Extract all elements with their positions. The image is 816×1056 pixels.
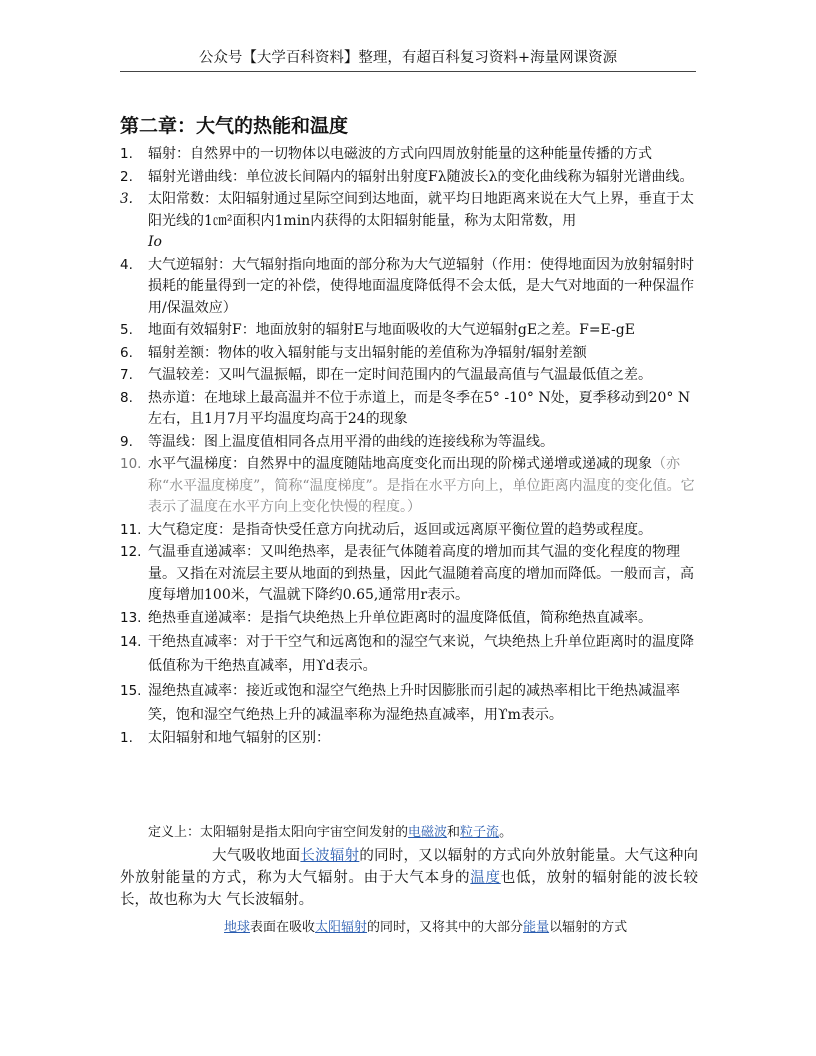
- item-text: 太阳常数：太阳辐射通过星际空间到达地面，就平均日地距离来说在大气上界，垂直于太阳光线的1㎝²面积内1min内获得的太阳辐射能量，称为太阳常数，用: [148, 191, 694, 229]
- item-number: 1.: [120, 730, 133, 746]
- list-item: [120, 679, 698, 727]
- list-item: [120, 630, 698, 678]
- item-number: 8.: [120, 389, 133, 406]
- item-number: 4.: [120, 256, 133, 273]
- earth-radiation-paragraph: [120, 917, 698, 939]
- link-temperature[interactable]: 温度: [470, 870, 501, 886]
- item-text: 气温垂直递减率：又叫绝热率，是表征气体随着高度的增加而其气温的变化程度的物理量。又指在对流层主要从地面的到热量，因此气温随着高度的增加而降低。一般而言，高度每增加100米，气温就下降约0.65,通常用r表示。: [148, 544, 694, 603]
- item-number: 14.: [120, 634, 142, 650]
- list-item: [120, 365, 698, 387]
- item-text: 绝热垂直递减率：是指气块绝热上升单位距离时的温度降低值，简称绝热直减率。: [148, 609, 652, 626]
- definition-list: [120, 144, 698, 751]
- item-text: 地面有效辐射F：地面放射的辐射E与地面吸收的大气逆辐射gE之差。F=E-gE: [148, 322, 635, 338]
- item-number: 11.: [120, 521, 142, 538]
- list-item: [120, 255, 698, 320]
- item-text: 辐射光谱曲线：单位波长间隔内的辐射出射度Fλ随波长λ的变化曲线称为辐射光谱曲线。: [148, 168, 694, 185]
- para-text: 的同时，又将其中的大部分: [367, 920, 524, 935]
- item-text: 干绝热直减率：对于干空气和远离饱和的湿空气来说，气块绝热上升单位距离时的温度降低值称为干绝热直减率，用ϒd表示。: [148, 634, 694, 674]
- item-note: （亦称“水平温度梯度”，简称“温度梯度”。是指在水平方向上，单位距离内温度的变化值。它表示了温度在水平方向上变化快慢的程度。）: [148, 456, 695, 515]
- item-text: 等温线：图上温度值相同各点用平滑的曲线的连接线称为等温线。: [148, 433, 554, 450]
- item-number: 10.: [120, 456, 142, 472]
- link-particle-stream[interactable]: 粒子流: [460, 825, 500, 840]
- item-text: 大气稳定度：是指奇快受任意方向扰动后，返回或远离原平衡位置的趋势或程度。: [148, 521, 652, 538]
- link-energy[interactable]: 能量: [523, 920, 550, 935]
- item-number: 9.: [120, 433, 133, 450]
- item-number: 1.: [120, 146, 133, 162]
- item-number: 7.: [120, 367, 133, 383]
- list-item: [120, 728, 698, 750]
- list-item: [120, 388, 698, 431]
- definition-suffix: 。: [499, 825, 513, 840]
- list-item: [120, 189, 698, 254]
- definition-prefix: 定义上：太阳辐射是指太阳向宇宙空间发射的: [148, 825, 409, 840]
- link-electromagnetic-wave[interactable]: 电磁波: [408, 825, 448, 840]
- item-number: 3.: [120, 191, 133, 207]
- list-item: [120, 320, 698, 342]
- chapter-title: 第二章：大气的热能和温度: [120, 115, 349, 137]
- list-item: [120, 167, 698, 189]
- definition-mid: 和: [447, 825, 461, 840]
- item-number: 13.: [120, 609, 142, 626]
- item-number: 5.: [120, 322, 133, 338]
- item-number: 15.: [120, 683, 142, 699]
- link-earth[interactable]: 地球: [224, 920, 251, 935]
- para-text: 表面在吸收: [250, 920, 316, 935]
- link-solar-radiation[interactable]: 太阳辐射: [315, 920, 368, 935]
- para-text: 大气吸收地面: [212, 848, 301, 864]
- list-item: [120, 608, 698, 630]
- item-text: 湿绝热直减率：接近或饱和湿空气绝热上升时因膨胀而引起的减热率相比干绝热减温率笑，饱和湿空气绝热上升的减温率称为湿绝热直减率，用ϒm表示。: [148, 683, 680, 723]
- item-text: 水平气温梯度：自然界中的温度随陆地高度变化而出现的阶梯式递增或递减的现象: [148, 456, 652, 472]
- atmospheric-radiation-paragraph: [120, 845, 698, 911]
- item-text: 气温较差：又叫气温振幅，即在一定时间范围内的气温最高值与气温最低值之差。: [148, 367, 652, 383]
- definition-line: [148, 822, 512, 844]
- item-text: 大气逆辐射：大气辐射指向地面的部分称为大气逆辐射（作用：使得地面因为放射辐射时损耗的能量得到一定的补偿，使得地面温度降低得不会太低，是大气对地面的一种保温作用/保温效应）: [148, 256, 694, 316]
- item-text: 太阳辐射和地气辐射的区别：: [148, 730, 330, 746]
- para-text: 也低，放射的辐射能的波长较长，故也称为大 气长波辐射。: [120, 870, 699, 908]
- page-header: 公众号【大学百科资料】整理，有超百科复习资料+海量网课资源: [120, 48, 696, 72]
- list-item: [120, 343, 698, 365]
- item-number: 2.: [120, 168, 133, 185]
- item-number: 12.: [120, 544, 142, 560]
- list-item: [120, 432, 698, 454]
- item-text: 辐射差额：物体的收入辐射能与支出辐射能的差值称为净辐射/辐射差额: [148, 344, 587, 361]
- list-item: [120, 520, 698, 542]
- para-text: 的同时，又以辐射的方式向外放射能量。大气这种向外放射能量的方式，称为大气辐射。由于大气本身的: [120, 848, 698, 886]
- link-longwave-radiation[interactable]: 长波辐射: [300, 848, 360, 864]
- item-text: 辐射：自然界中的一切物体以电磁波的方式向四周放射能量的这种能量传播的方式: [148, 146, 652, 162]
- list-item: [120, 144, 698, 166]
- item-symbol: Io: [148, 234, 162, 250]
- item-number: 6.: [120, 344, 133, 361]
- para-text: 以辐射的方式: [549, 920, 628, 935]
- list-item: [120, 542, 698, 607]
- list-item: [120, 454, 698, 519]
- item-text: 热赤道：在地球上最高温并不位于赤道上，而是冬季在5° -10° N处，夏季移动到20° N左右，且1月7月平均温度均高于24的现象: [148, 389, 691, 427]
